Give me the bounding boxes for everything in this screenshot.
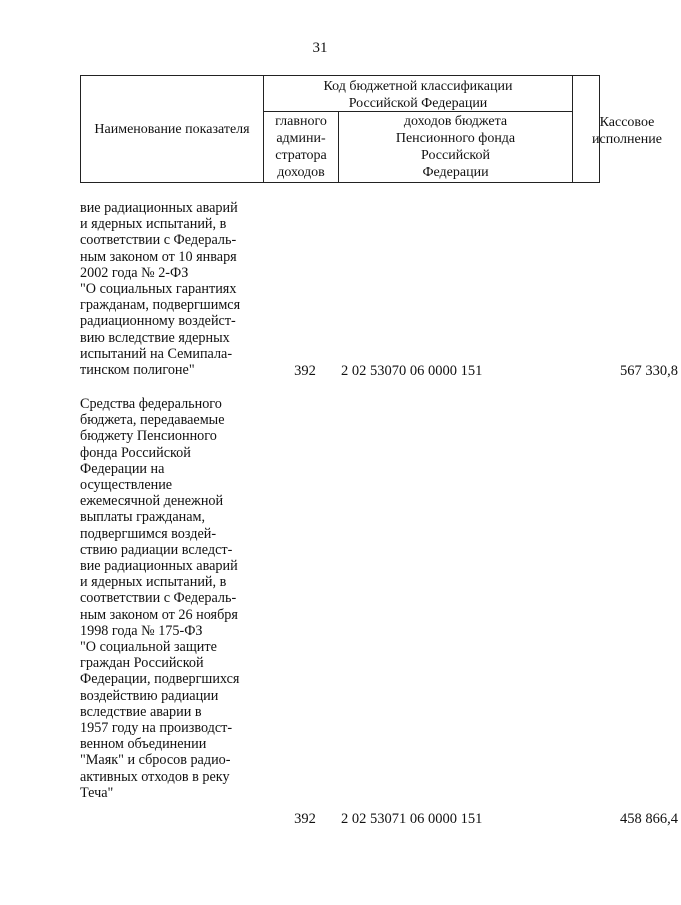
row-name-line: "О социальных гарантиях [80, 281, 237, 298]
header-code-line: Код бюджетной классификации [323, 79, 513, 94]
row-name-line: ежемесячной денежной [80, 493, 224, 510]
row-name-line: радиационному воздейст- [80, 313, 236, 330]
row-name [80, 396, 270, 801]
row-name-line: фонда Российской [80, 444, 191, 461]
row-name-line: вию вследствие ядерных [80, 329, 230, 346]
row-name-line: соответствии с Федераль- [80, 590, 237, 607]
table-header [80, 75, 662, 183]
header-cash-line: Кассовое [599, 115, 655, 130]
row-name-line: и ядерных испытаний, в [80, 216, 227, 233]
header-admin-line: доходов [277, 165, 325, 180]
header-admin-line: админи- [276, 131, 326, 146]
header-income-line: Пенсионного фонда [395, 131, 516, 146]
row-name-line: ствию радиации вследст- [80, 541, 233, 558]
header-code-group [264, 76, 573, 112]
row-name-line: 2002 года № 2-ФЗ [80, 264, 189, 281]
row-amount: 567 330,8 [620, 363, 678, 379]
header-income-line: доходов бюджета [403, 114, 508, 129]
row-name-line: испытаний на Семипала- [80, 345, 233, 362]
header-income-column [339, 112, 573, 182]
row-name-line: ным законом от 26 ноября [80, 606, 238, 623]
row-name-line: 1998 года № 175-ФЗ [80, 622, 203, 639]
header-admin-column [264, 112, 339, 182]
row-name [80, 200, 270, 378]
header-name-column [81, 76, 264, 182]
header-admin-line: стратора [275, 148, 327, 163]
row-name-line: вие радиационных аварий [80, 200, 238, 216]
row-admin-code: 392 [294, 363, 316, 379]
row-name-line: вследствие аварии в [80, 703, 202, 720]
row-name-line: воздействию радиации [80, 687, 219, 704]
row-income-code: 2 02 53070 06 0000 151 [341, 363, 483, 379]
row-name-line: "Маяк" и сбросов радио- [80, 752, 231, 769]
row-amount: 458 866,4 [620, 811, 678, 827]
row-name-line: осуществление [80, 477, 173, 494]
row-name-line: Федерации на [80, 460, 165, 477]
header-income-line: Российской [421, 148, 490, 163]
header-code-line: Российской Федерации [348, 96, 488, 111]
header-cash-line: исполнение [592, 132, 662, 147]
row-name-line: ным законом от 10 января [80, 248, 237, 265]
row-name-line: "О социальной защите [80, 639, 217, 656]
row-name-line: граждан Российской [80, 655, 204, 672]
row-name-line: соответствии с Федераль- [80, 232, 237, 249]
header-income-line: Федерации [422, 165, 489, 180]
row-name-line: подвергшимся воздей- [80, 525, 217, 542]
row-name-line: Средства федерального [80, 396, 222, 412]
row-income-code: 2 02 53071 06 0000 151 [341, 811, 483, 827]
row-name-line: 1957 году на производст- [80, 720, 233, 737]
row-name-line: бюджета, передаваемые [80, 412, 225, 429]
header-admin-line: главного [275, 114, 327, 129]
row-name-line: выплаты гражданам, [80, 509, 206, 526]
header-cash-column [573, 114, 681, 148]
row-name-line: вие радиационных аварий [80, 558, 238, 575]
row-name-line: венном объединении [80, 736, 207, 753]
row-name-line: бюджету Пенсионного [80, 428, 217, 445]
row-admin-code: 392 [294, 811, 316, 827]
row-name-line: гражданам, подвергшимся [80, 297, 241, 314]
row-name-line: тинском полигоне" [80, 362, 195, 379]
row-name-line: активных отходов в реку [80, 768, 230, 785]
row-name-line: Федерации, подвергшихся [80, 671, 240, 688]
page-number: 31 [312, 40, 328, 56]
header-name-label: Наименование показателя [94, 121, 250, 137]
row-name-line: Теча" [80, 784, 114, 801]
row-name-line: и ядерных испытаний, в [80, 574, 227, 591]
